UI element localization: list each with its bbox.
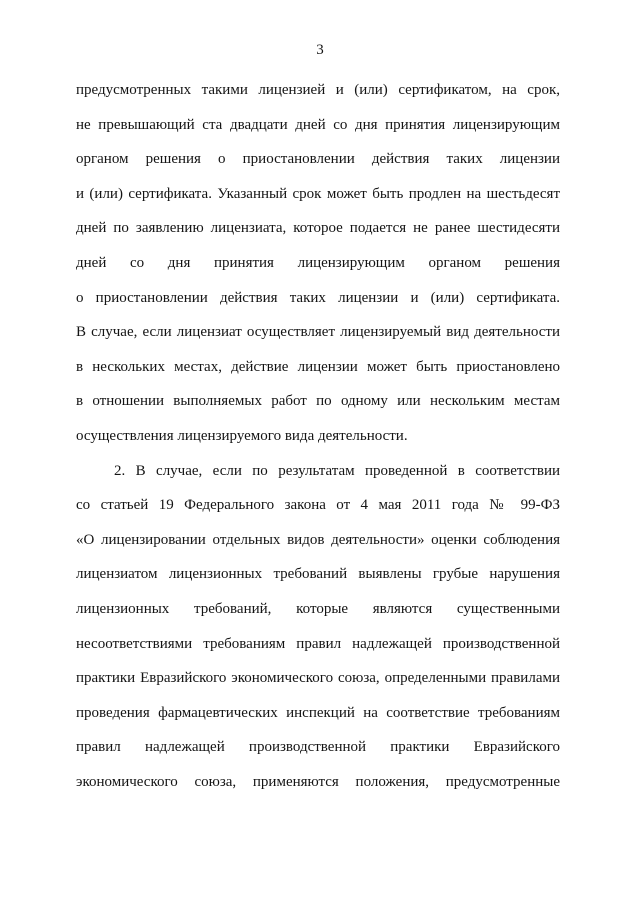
text-line: несоответствиями требованиям правил надлежащей производственной [76, 635, 560, 652]
page-number: 3 [316, 42, 324, 58]
text-line: дней со дня принятия лицензирующим органом решения [76, 254, 560, 271]
text-line: проведения фармацевтических инспекций на соответствие требованиям [76, 704, 560, 721]
text-line: 2. В случае, если по результатам проведенной в соответствии [114, 462, 560, 479]
text-line: о приостановлении действия таких лицензии и (или) сертификата. [76, 289, 560, 306]
paragraph-2 [76, 461, 560, 807]
text-line: экономического союза, применяются положения, предусмотренные [76, 773, 560, 790]
text-line: в отношении выполняемых работ по одному или нескольким местам [76, 393, 560, 410]
paragraph-1 [76, 80, 560, 461]
body-text [76, 80, 560, 806]
text-line: предусмотренных такими лицензией и (или) сертификатом, на срок, [76, 82, 560, 98]
text-line: со статьей 19 Федерального закона от 4 мая 2011 года № 99-ФЗ [76, 497, 560, 514]
text-line: дней по заявлению лицензиата, которое подается не ранее шестидесяти [76, 220, 560, 237]
text-line: и (или) сертификата. Указанный срок может быть продлен на шестьдесят [76, 185, 560, 202]
text-line: осуществления лицензируемого вида деятельности. [76, 427, 408, 444]
text-line: практики Евразийского экономического союза, определенными правилами [76, 670, 560, 687]
text-line: лицензионных требований, которые являются существенными [76, 600, 560, 617]
text-line: «О лицензировании отдельных видов деятельности» оценки соблюдения [76, 531, 560, 548]
text-line: органом решения о приостановлении действия таких лицензии [76, 151, 560, 168]
text-line: не превышающий ста двадцати дней со дня принятия лицензирующим [76, 116, 560, 133]
text-line: правил надлежащей производственной практики Евразийского [76, 739, 560, 756]
text-line: В случае, если лицензиат осуществляет лицензируемый вид деятельности [76, 324, 560, 341]
text-line: в нескольких местах, действие лицензии может быть приостановлено [76, 358, 560, 375]
text-line: лицензиатом лицензионных требований выявлены грубые нарушения [76, 566, 560, 583]
